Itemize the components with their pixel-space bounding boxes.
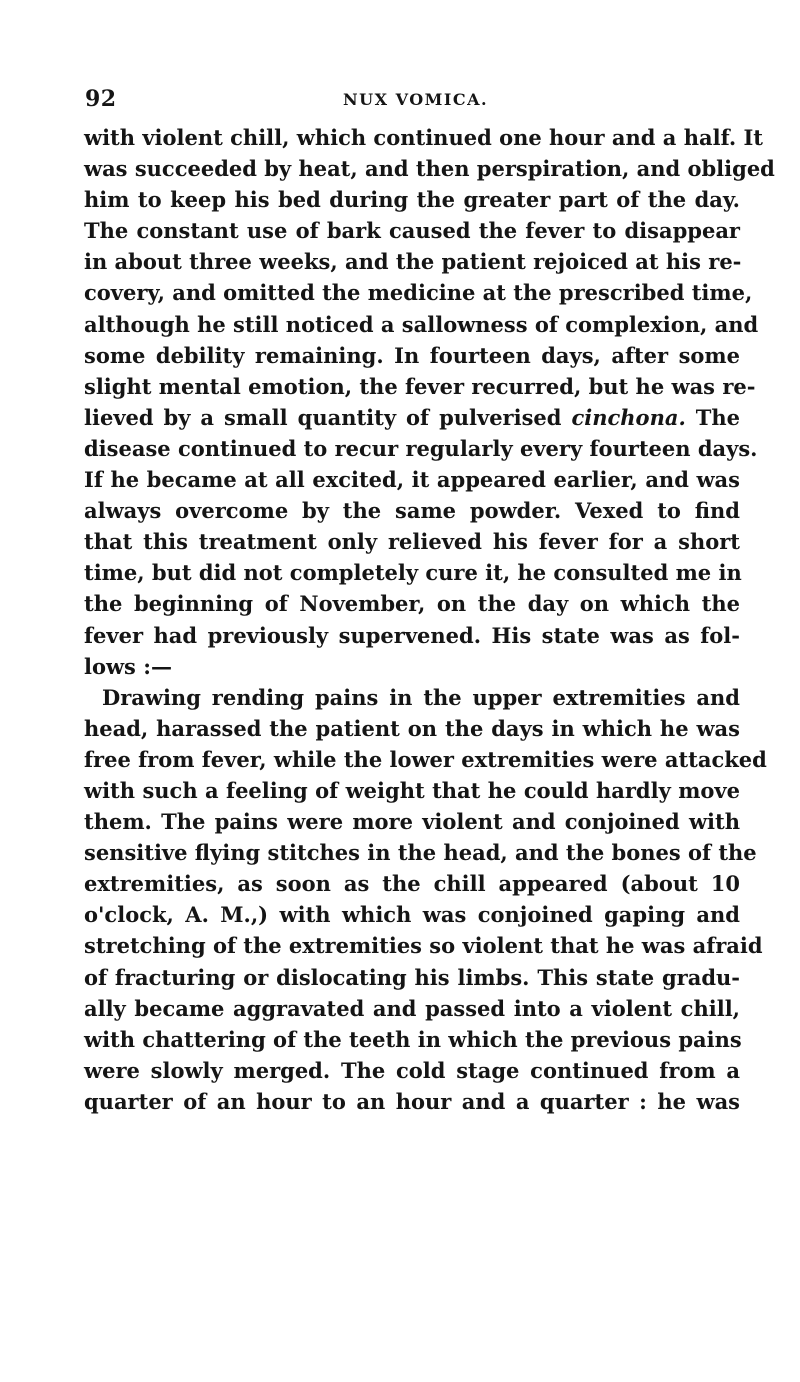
text-line: head, harassed the patient on the days in which he was xyxy=(84,715,740,741)
text-line: lows :— xyxy=(84,653,172,679)
text-line: sensitive flying stitches in the head, and the bones of the xyxy=(84,840,757,866)
text-line: ally became aggravated and passed into a violent chill, xyxy=(84,995,740,1021)
text-line: always overcome by the same powder. Vexed to find xyxy=(84,498,740,524)
text-line: them. The pains were more violent and conjoined with xyxy=(84,809,740,835)
text-line: in about three weeks, and the patient rejoiced at his re- xyxy=(84,249,742,275)
text-line: slight mental emotion, the fever recurred, but he was re- xyxy=(84,373,756,399)
text-line-with-italic xyxy=(84,402,740,433)
text-line: The constant use of bark caused the fever to disappear xyxy=(84,218,740,244)
text-line: free from fever, while the lower extremities were attacked xyxy=(84,746,767,772)
running-title: NUX VOMICA. xyxy=(343,90,489,109)
body-text xyxy=(84,122,775,1117)
text-line: with chattering of the teeth in which the previous pains xyxy=(84,1026,742,1052)
text-line: covery, and omitted the medicine at the prescribed time, xyxy=(84,280,753,306)
page-header xyxy=(85,86,740,118)
text-line: him to keep his bed during the greater part of the day. xyxy=(84,187,740,213)
text-line: time, but did not completely cure it, he consulted me in xyxy=(84,560,742,586)
text-line: extremities, as soon as the chill appeared (about 10 xyxy=(84,871,740,897)
text-line: some debility remaining. In fourteen days, after some xyxy=(84,342,740,368)
text-line: If he became at all excited, it appeared earlier, and was xyxy=(84,467,740,493)
text-line: quarter of an hour to an hour and a quarter : he was xyxy=(84,1088,740,1114)
text-line: that this treatment only relieved his fever for a short xyxy=(84,529,740,555)
text-line: o'clock, A. M.,) with which was conjoined gaping and xyxy=(84,902,740,928)
text-line: with violent chill, which continued one hour and a half. It xyxy=(84,125,764,150)
text-line: with such a feeling of weight that he could hardly move xyxy=(84,777,740,803)
text-line: the beginning of November, on the day on which the xyxy=(84,591,740,617)
text-line: fever had previously supervened. His state was as fol- xyxy=(84,622,740,648)
text-line: disease continued to recur regularly every fourteen days. xyxy=(84,435,758,461)
text-line: of fracturing or dislocating his limbs. This state gradu- xyxy=(84,964,740,990)
text-segment: lieved by a small quantity of pulverised xyxy=(84,404,572,430)
text-line: although he still noticed a sallowness of complexion, and xyxy=(84,311,759,337)
text-line: was succeeded by heat, and then perspiration, and obliged xyxy=(84,156,775,182)
page-number: 92 xyxy=(85,86,117,112)
text-segment: The xyxy=(685,404,740,430)
text-line: stretching of the extremities so violent that he was afraid xyxy=(84,933,763,959)
paragraph-start-line: Drawing rending pains in the upper extremities and xyxy=(102,684,740,710)
italic-word-cinchona: cinchona. xyxy=(571,404,686,430)
text-line: were slowly merged. The cold stage continued from a xyxy=(84,1057,740,1083)
